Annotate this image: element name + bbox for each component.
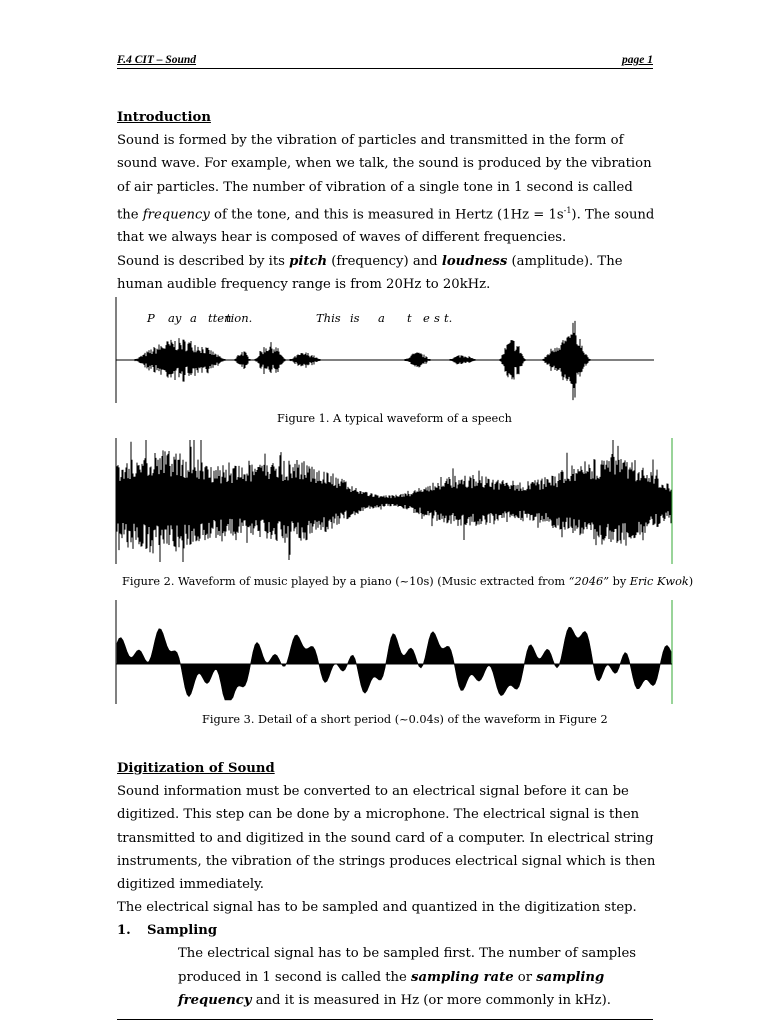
artist-name: Eric Kwok [629,575,689,588]
intro-heading: Introduction [117,110,211,125]
intro-section [117,106,657,296]
speech-word: e [423,311,430,325]
term-loudness: loudness [441,253,508,269]
figure2-caption: Figure 2. Waveform of music played by a piano (~10s) (Music extracted from “2046” by Eric Kwok) [122,575,694,588]
speech-word: ay [168,311,182,325]
intro-paragraph-2: Sound is described by its pitch (frequency) and loudness (amplitude). The human audible frequency range is from 20Hz to 20kHz. [117,253,623,292]
digitization-section [117,757,657,1012]
speech-word: tion. [226,311,253,325]
song-title: “2046” [568,575,609,588]
speech-word: t. [444,311,453,325]
header-page-number: page 1 [622,54,653,66]
speech-word: tten [208,311,232,325]
speech-word: a [190,311,197,325]
digitization-heading: Digitization of Sound [117,761,275,776]
footer-rule [117,1019,653,1020]
list-item-sampling [117,919,657,942]
list-item-label: Sampling [147,923,218,939]
speech-word: This [316,311,341,325]
figure3-caption: Figure 3. Detail of a short period (~0.04s) of the waveform in Figure 2 [202,713,608,726]
term-pitch: pitch [289,253,328,269]
header-title: F.4 CIT – Sound [117,54,197,66]
list-item-number: 1. [117,923,131,939]
speech-word: P [147,311,155,325]
term-frequency: frequency [142,207,210,223]
sampling-paragraph: The electrical signal has to be sampled first. The number of samples produced in 1 second is called the sampling rate or sampling frequency and it is measured in Hz (or more commonly in kHz). [178,946,637,1008]
figure3-detail-waveform [115,600,675,704]
page-header [117,54,653,69]
speech-word: t [407,311,412,325]
speech-word: is [350,311,360,325]
speech-word: a [378,311,385,325]
intro-paragraph-1: Sound is formed by the vibration of particles and transmitted in the form of sound wave. For example, when we talk, the sound is produced by the vibration of air particles. The number of vibration of a single tone in 1 second is called the frequency of the tone, and this is measured in Hertz $(1Hz = 1s^{-1})$. The sound that we always hear is composed of waves of different frequencies. [117,133,655,246]
term-sampling-frequency: sampling frequency [178,969,605,1008]
figure2-music-waveform [115,438,675,564]
figure1-caption: Figure 1. A typical waveform of a speech [277,412,512,425]
speech-word: s [434,311,440,325]
term-sampling-rate: sampling rate [411,969,514,985]
digitization-paragraph-1: Sound information must be converted to an electrical signal before it can be digitized. This step can be done by a microphone. The electrical signal is then transmitted to and digitized in the sound card of a computer. In electrical string instruments, the vibration of the strings produces electrical signal which is then digitized immediately. [117,784,656,893]
digitization-paragraph-2: The electrical signal has to be sampled and quantized in the digitization step. [117,900,637,916]
